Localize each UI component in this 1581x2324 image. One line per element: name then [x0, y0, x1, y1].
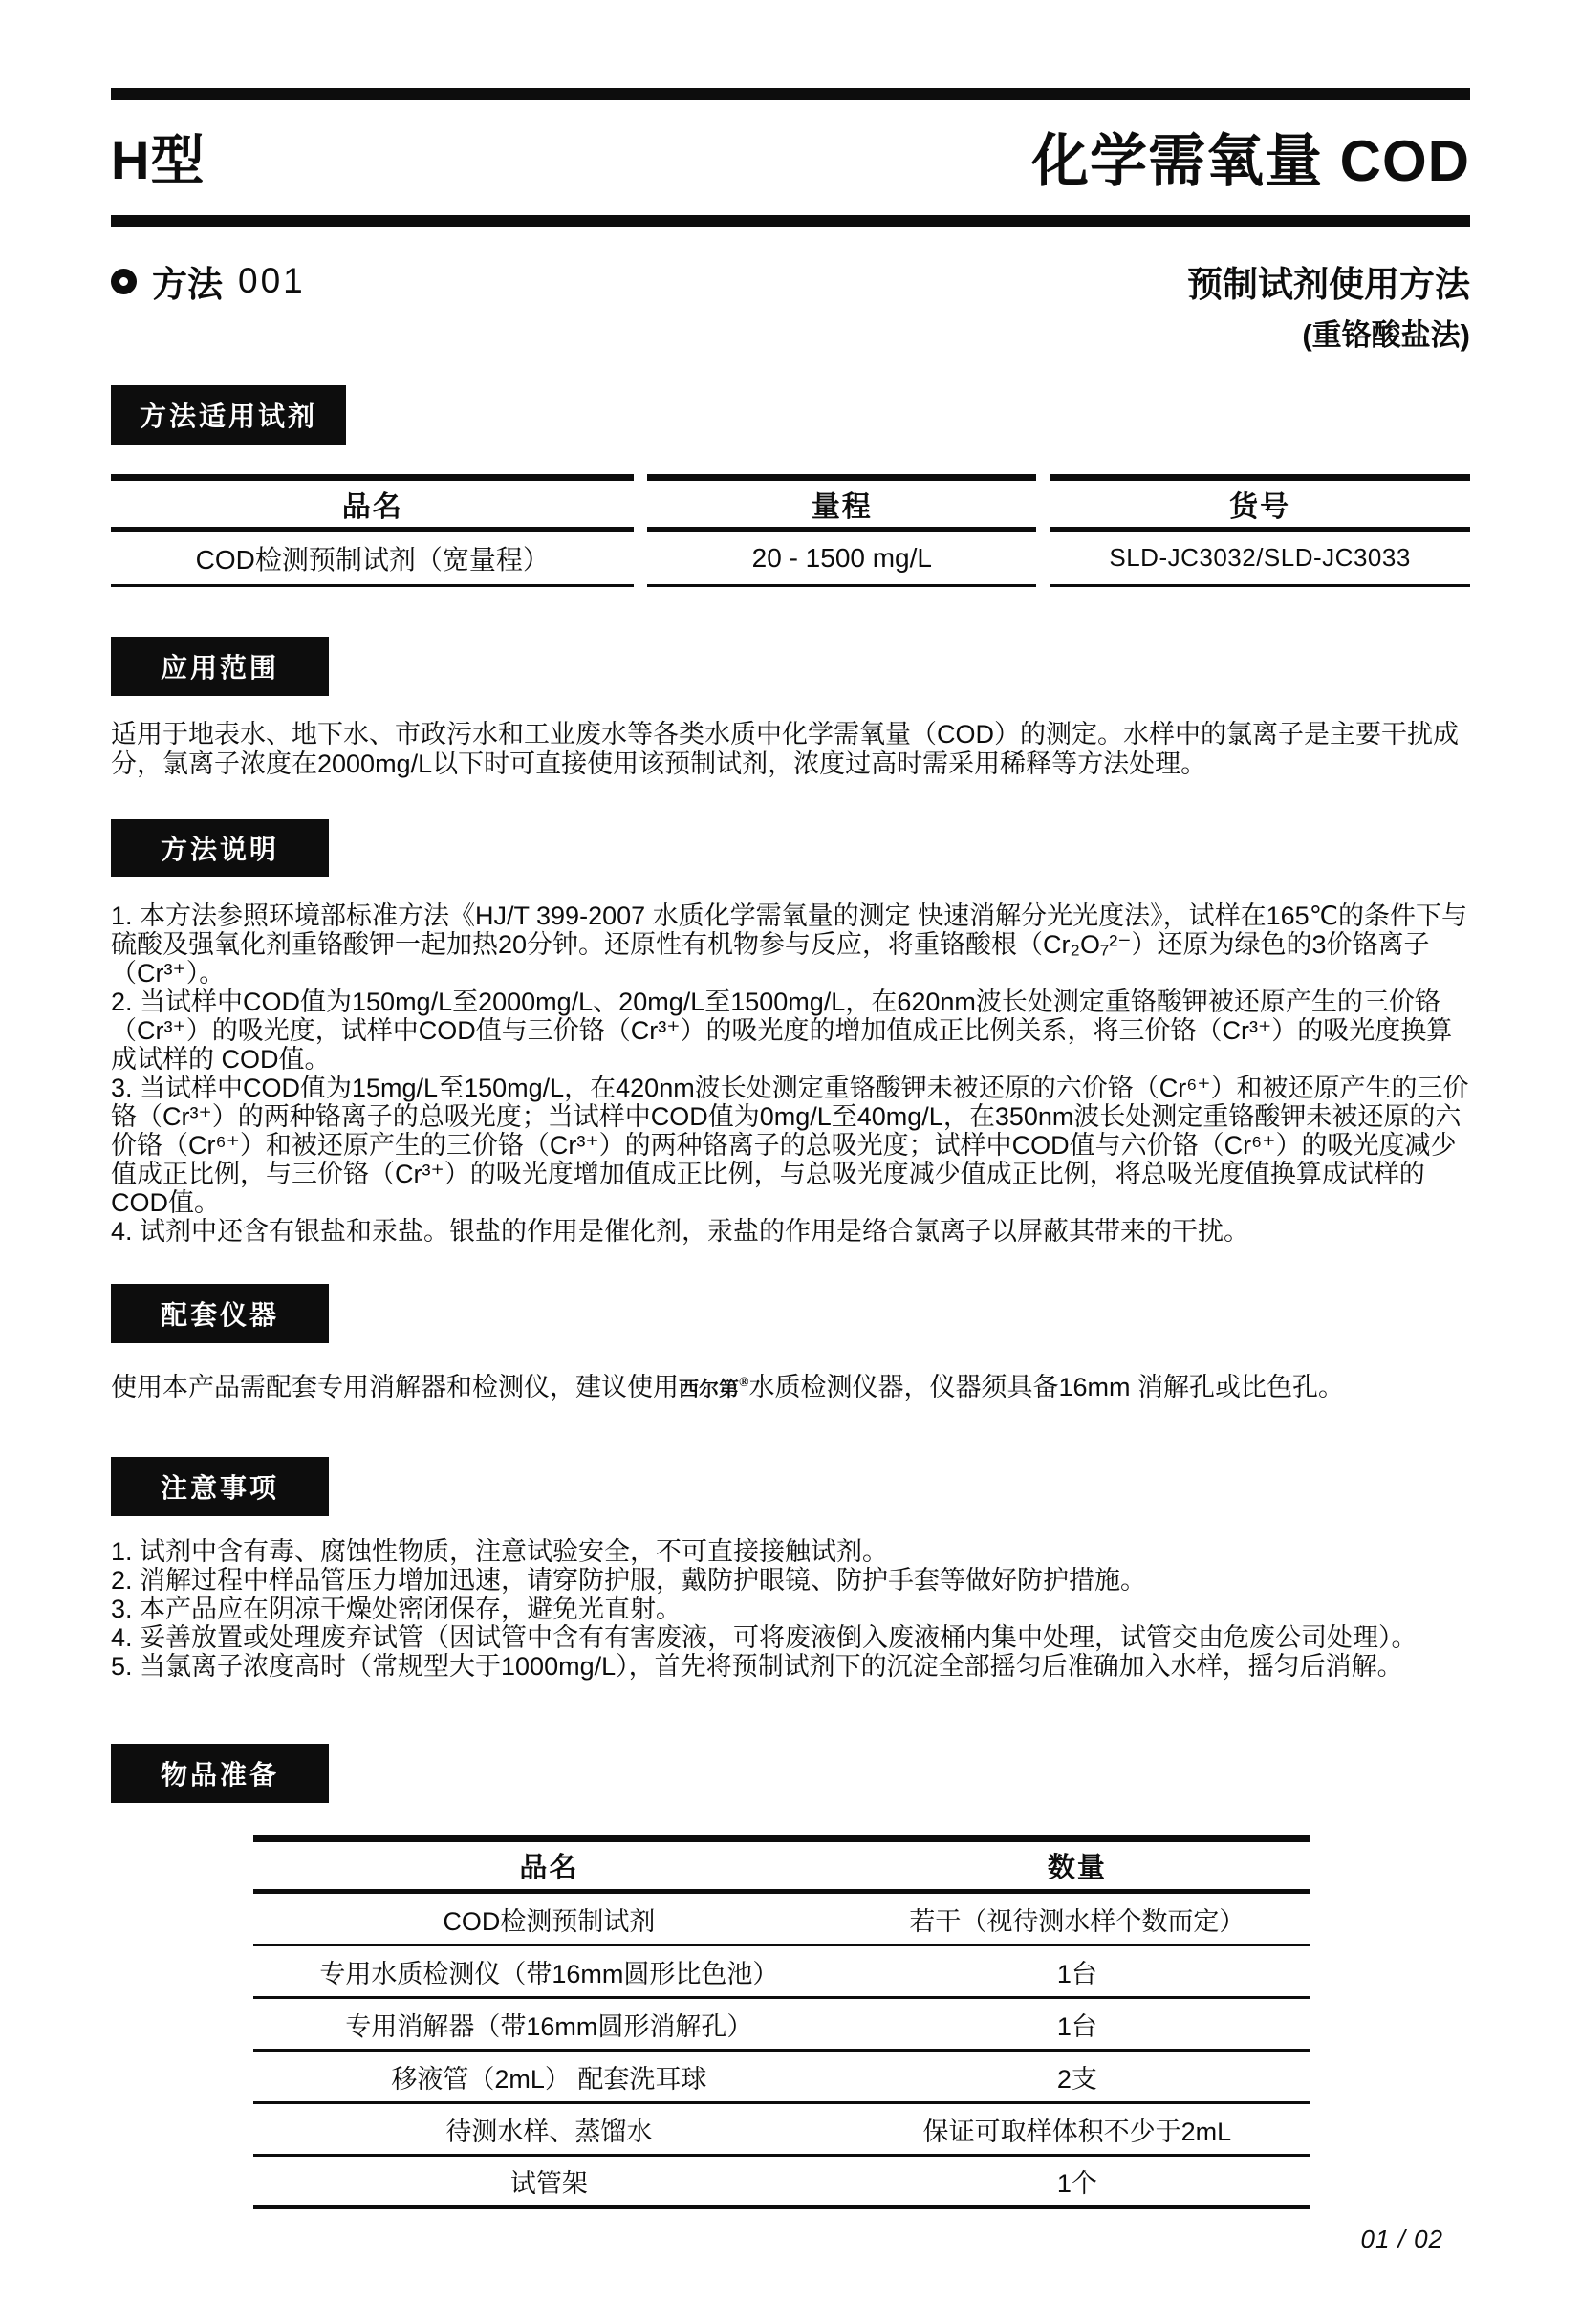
brand-name: 西尔第 — [679, 1378, 739, 1401]
method-id — [111, 255, 306, 307]
top-rule — [111, 88, 1470, 100]
method-bullet-icon — [111, 269, 137, 294]
reagents-col-range — [647, 474, 1036, 587]
document-page — [0, 88, 1581, 2324]
table-cell: 保证可取样体积不少于2mL — [922, 2117, 1232, 2146]
section-label-precautions: 注意事项 — [111, 1457, 329, 1516]
table-cell: COD检测预制试剂（宽量程） — [111, 532, 634, 587]
document-subtitle: 预制试剂使用方法 — [1187, 265, 1470, 304]
column-header: 品名 — [111, 481, 634, 532]
section-label-method-description: 方法说明 — [111, 819, 329, 877]
list-item: 1. 本方法参照环境部标准方法《HJ/T 399-2007 水质化学需氧量的测定 快速消解分光光度法》，试样在165℃的条件下与硫酸及强氧化剂重铬酸钾一起加热20分钟。还原性有机物参与反应，将重铬酸根（Cr₂O₇²⁻）还原为绿色的3价铬离子（Cr³⁺）。 — [111, 901, 1468, 988]
column-header: 量程 — [647, 481, 1036, 532]
registered-trademark-icon: ® — [739, 1376, 749, 1390]
reagents-col-catalog — [1050, 474, 1470, 587]
instruments-text-after: 水质检测仪器，仪器须具备16mm 消解孔或比色孔。 — [748, 1373, 1344, 1401]
method-row — [111, 255, 1470, 307]
list-item: 2. 当试样中COD值为150mg/L至2000mg/L、20mg/L至1500mg/L，在620nm波长处测定重铬酸钾被还原产生的三价铬（Cr³⁺）的吸光度，试样中COD值与三价铬（Cr³⁺）的吸光度的增加值成正比例关系，将三价铬（Cr³⁺）的吸光度换算成试样的 COD值。 — [111, 988, 1453, 1074]
table-cell: 专用水质检测仪（带16mm圆形比色池） — [319, 1959, 779, 1988]
table-cell: 2支 — [1056, 2064, 1097, 2094]
section-label-scope: 应用范围 — [111, 637, 329, 696]
table-cell: 1台 — [1056, 1959, 1097, 1988]
list-item: 3. 本产品应在阴凉干燥处密闭保存，避免光直射。 — [111, 1595, 682, 1623]
section-label-instruments: 配套仪器 — [111, 1284, 329, 1343]
preparation-table — [253, 1835, 1310, 2209]
table-row — [253, 1999, 1310, 2052]
method-name-note: (重铬酸盐法) — [1302, 318, 1470, 352]
list-item: 2. 消解过程中样品管压力增加迅速，请穿防护服，戴防护眼镜、防护手套等做好防护措施。 — [111, 1566, 1147, 1595]
table-row — [253, 2104, 1310, 2157]
column-header: 品名 — [519, 1853, 579, 1883]
list-item: 1. 试剂中含有毒、腐蚀性物质，注意试验安全，不可直接接触试剂。 — [111, 1537, 889, 1566]
scope-paragraph: 适用于地表水、地下水、市政污水和工业废水等各类水质中化学需氧量（COD）的测定。水样中的氯离子是主要干扰成分，氯离子浓度在2000mg/L以下时可直接使用该预制试剂，浓度过高时需采用稀释等方法处理。 — [111, 720, 1459, 778]
list-item: 3. 当试样中COD值为15mg/L至150mg/L，在420nm波长处测定重铬酸钾未被还原的六价铬（Cr⁶⁺）和被还原产生的三价铬（Cr³⁺）的两种铬离子的总吸光度；当试样中COD值为0mg/L至40mg/L，在350nm波长处测定重铬酸钾未被还原的六价铬（Cr⁶⁺）和被还原产生的三价铬（Cr³⁺）的两种铬离子的总吸光度；试样中COD值与六价铬（Cr⁶⁺）的吸光度减少值成正比例，与三价铬（Cr³⁺）的吸光度增加值成正比例，与总吸光度减少值成正比例，将总吸光度值换算成试样的COD值。 — [111, 1074, 1469, 1217]
method-label: 方法 — [152, 265, 223, 304]
table-cell: 1个 — [1056, 2169, 1097, 2198]
column-header: 数量 — [1047, 1853, 1107, 1883]
table-cell: 待测水样、蒸馏水 — [445, 2117, 653, 2146]
table-row — [253, 2157, 1310, 2209]
table-header-row — [253, 1842, 1310, 1894]
header-rule — [111, 215, 1470, 227]
instruments-paragraph — [111, 1368, 1470, 1404]
method-number: 001 — [238, 261, 306, 300]
page-number: 01 / 02 — [1360, 2225, 1443, 2253]
list-item: 4. 妥善放置或处理废弃试管（因试管中含有有害废液，可将废液倒入废液桶内集中处理，试管交由危废公司处理）。 — [111, 1623, 1418, 1652]
table-cell: 若干（视待测水样个数而定） — [909, 1906, 1245, 1936]
reagents-col-name — [111, 474, 634, 587]
table-cell: 移液管（2mL） 配套洗耳球 — [391, 2064, 707, 2094]
reagents-table — [111, 474, 1470, 587]
table-cell: 试管架 — [509, 2169, 588, 2198]
section-label-reagents: 方法适用试剂 — [111, 385, 346, 445]
table-cell: 20 - 1500 mg/L — [647, 532, 1036, 587]
table-cell: 1台 — [1056, 2011, 1097, 2041]
list-item: 4. 试剂中还含有银盐和汞盐。银盐的作用是催化剂，汞盐的作用是络合氯离子以屏蔽其带来的干扰。 — [111, 1217, 1250, 1246]
document-title: 化学需氧量 COD — [1031, 129, 1470, 193]
method-description-list — [111, 901, 1470, 1246]
table-cell: SLD-JC3032/SLD-JC3033 — [1050, 532, 1470, 587]
table-cell: 专用消解器（带16mm圆形消解孔） — [345, 2011, 753, 2041]
table-row — [253, 2052, 1310, 2104]
table-row — [253, 1894, 1310, 1946]
section-label-preparation: 物品准备 — [111, 1744, 329, 1803]
document-header — [111, 118, 1470, 196]
column-header: 货号 — [1050, 481, 1470, 532]
table-cell: COD检测预制试剂 — [443, 1906, 656, 1936]
precautions-list — [111, 1537, 1470, 1681]
model-type: H型 — [111, 130, 206, 190]
instruments-text-before: 使用本产品需配套专用消解器和检测仪，建议使用 — [111, 1373, 679, 1401]
table-row — [253, 1946, 1310, 1999]
list-item: 5. 当氯离子浓度高时（常规型大于1000mg/L），首先将预制试剂下的沉淀全部摇匀后准确加入水样，摇匀后消解。 — [111, 1652, 1403, 1681]
